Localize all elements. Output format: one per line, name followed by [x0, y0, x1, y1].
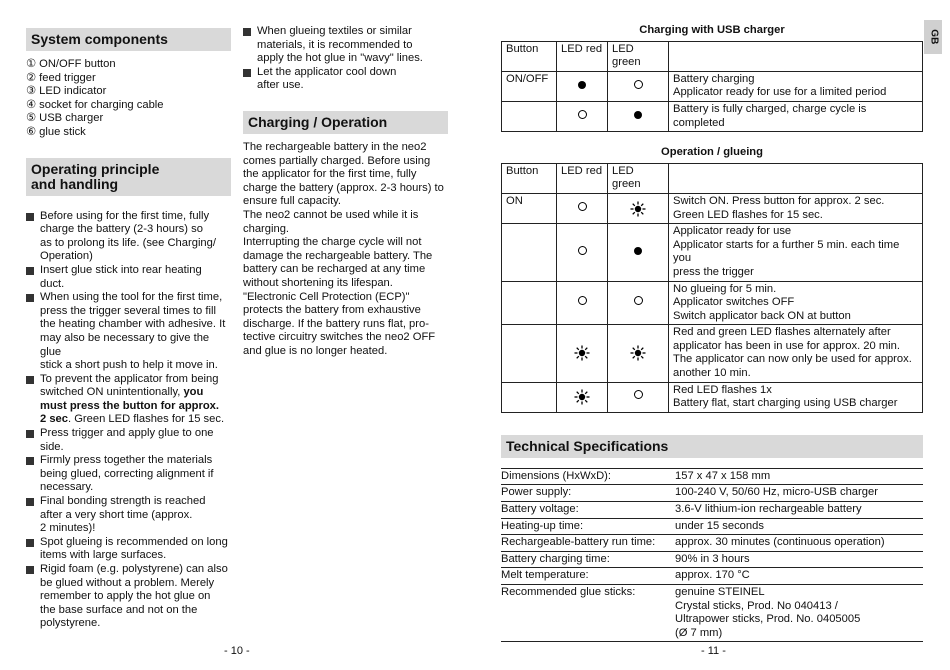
spec-row: [501, 568, 923, 585]
spec-row: [501, 519, 923, 536]
led-off-icon: [578, 110, 587, 119]
col-button: Button: [502, 163, 557, 193]
text-line: protects the battery from exhaustive: [243, 304, 421, 317]
bullet-line: Firmly press together the materials: [40, 454, 213, 467]
led-red-cell: [557, 193, 608, 223]
text-line: damage the rechargeable battery. The: [243, 249, 433, 262]
bullet-line: [40, 400, 231, 414]
spec-key: Heating-up time:: [501, 519, 584, 532]
spec-value: 90% in 3 hours: [675, 552, 750, 565]
component-item: ④ socket for charging cable: [26, 98, 164, 111]
bullet-line: side.: [40, 440, 64, 453]
table-row: [502, 224, 923, 281]
text-span: switched ON unintentionally,: [40, 386, 184, 399]
bullet-line: 2 minutes)!: [40, 522, 96, 535]
led-red-cell: [557, 325, 608, 382]
bullet-line: the heating chamber with adhesive. It: [40, 318, 226, 331]
text-line: Interrupting the charge cycle will not: [243, 236, 422, 249]
desc-line: Battery charging: [673, 72, 755, 85]
text-line: "Electronic Cell Protection (ECP)": [243, 290, 410, 303]
bullet-item: [26, 563, 231, 631]
heading-line: Operating principle: [31, 160, 160, 177]
spec-value-line: (Ø 7 mm): [675, 626, 723, 639]
table-header-row: [502, 41, 923, 71]
led-green-cell: [608, 281, 669, 325]
bullet-line: remember to apply the hot glue on: [40, 590, 211, 603]
text-line: The neo2 cannot be used while it is: [243, 208, 419, 221]
led-flashing-icon: [630, 201, 646, 217]
led-red-cell: [557, 382, 608, 412]
button-cell: [502, 101, 557, 131]
bullet-line: charge the battery (2-3 hours) so: [40, 223, 203, 236]
led-off-icon: [578, 246, 587, 255]
bullet-line: materials, it is recommended to: [257, 38, 413, 51]
led-flashing-icon: [630, 345, 646, 361]
bullet-item: [26, 291, 231, 373]
bullet-line: Before using for the first time, fully: [40, 209, 210, 222]
operating-bullets: [26, 210, 231, 631]
led-off-icon: [578, 202, 587, 211]
desc-line: press the trigger: [673, 265, 754, 278]
description-cell: [669, 101, 923, 131]
spec-row: [501, 485, 923, 502]
bullet-line: Final bonding strength is reached: [40, 495, 206, 508]
spec-value-line: genuine STEINEL: [675, 586, 765, 598]
led-on-icon: [634, 247, 642, 255]
bullet-line: after a very short time (approx.: [40, 508, 193, 521]
description-cell: [669, 382, 923, 412]
usb-table-title: Charging with USB charger: [639, 24, 785, 36]
description-cell: [669, 325, 923, 382]
bullet-item: [26, 264, 231, 291]
bullet-item: [26, 427, 231, 454]
text-line: battery can be recharged at any time: [243, 263, 426, 276]
description-cell: [669, 281, 923, 325]
bullet-line: necessary.: [40, 481, 94, 494]
bullet-line: duct.: [40, 277, 65, 290]
desc-line: No glueing for 5 min.: [673, 282, 777, 295]
bullet-line: Operation): [40, 250, 93, 263]
description-cell: [669, 193, 923, 223]
desc-line: Battery is fully charged, charge cycle is completed: [673, 102, 867, 129]
desc-line: Red and green LED flashes alternately after: [673, 326, 891, 339]
spec-value: approx. 170 °C: [675, 569, 750, 582]
bullet-line: press the trigger several times to fill: [40, 304, 216, 317]
bullet-item: [26, 495, 231, 536]
bullet-item: [243, 66, 448, 93]
text-span: . Green LED flashes for 15 sec.: [68, 413, 225, 426]
spec-key: Power supply:: [501, 486, 572, 499]
desc-line: Applicator switches OFF: [673, 296, 795, 309]
spec-row: [501, 469, 923, 486]
led-green-cell: [608, 193, 669, 223]
led-green-cell: [608, 382, 669, 412]
text-line: The rechargeable battery in the neo2: [243, 140, 427, 153]
table-row: [502, 325, 923, 382]
description-cell: [669, 71, 923, 101]
desc-line: Applicator starts for a further 5 min. each time you: [673, 238, 900, 265]
desc-line: Battery flat, start charging using USB charger: [673, 397, 898, 410]
led-red-cell: [557, 281, 608, 325]
bullet-line: items with large surfaces.: [40, 549, 167, 562]
spec-row: [501, 552, 923, 569]
bullet-line: being glued, correcting alignment if: [40, 467, 214, 480]
bullet-line: the base surface and not on the: [40, 603, 198, 616]
spec-row: [501, 502, 923, 519]
bullet-item: [26, 454, 231, 495]
table-row: [502, 101, 923, 131]
text-line: tective circuitry switches the neo2 OFF: [243, 331, 436, 344]
bullet-line: Press trigger and apply glue to one: [40, 427, 214, 440]
led-flashing-icon: [574, 389, 590, 405]
bullet-line: Rigid foam (e.g. polystyrene) can also: [40, 563, 228, 575]
component-item: ⑥ glue stick: [26, 125, 86, 138]
button-cell: ON: [502, 193, 557, 223]
table-row: [502, 71, 923, 101]
language-tab: [924, 20, 942, 54]
extra-bullets: [243, 25, 448, 93]
right-column: [501, 0, 923, 642]
spec-value-line: Crystal sticks, Prod. No 040413 /: [675, 599, 838, 612]
component-item: ③ LED indicator: [26, 85, 107, 98]
text-line: discharge. If the battery runs flat, pro-: [243, 317, 429, 330]
component-item: ⑤ USB charger: [26, 112, 104, 125]
tech-specs-heading: Technical Specifications: [501, 435, 923, 458]
operating-principle-heading: [26, 158, 231, 196]
desc-line: Green LED flashes for 15 sec.: [673, 208, 823, 221]
system-components-heading: System components: [26, 28, 231, 51]
spec-value: under 15 seconds: [675, 519, 764, 532]
desc-line: Red LED flashes 1x: [673, 383, 772, 396]
button-cell: [502, 281, 557, 325]
description-cell: [669, 224, 923, 281]
desc-line: applicator has been in use for approx. 20 min.: [673, 339, 900, 352]
spec-value: 157 x 47 x 158 mm: [675, 469, 771, 482]
spec-row: [501, 585, 923, 642]
spec-row: [501, 535, 923, 552]
bullet-item: [26, 536, 231, 563]
desc-line: The applicator can now only be used for approx.: [673, 353, 912, 366]
desc-line: Applicator ready for use for a limited period: [673, 86, 887, 99]
text-line: charge the battery (approx. 2-3 hours) to: [243, 181, 444, 194]
led-green-cell: [608, 101, 669, 131]
table-row: [502, 193, 923, 223]
bullet-line: be glued without a problem. Merely: [40, 576, 215, 589]
spec-value: approx. 30 minutes (continuous operation): [675, 536, 885, 549]
left-column: [26, 0, 231, 631]
bullet-line: [40, 413, 231, 427]
usb-charging-table: [501, 41, 923, 133]
led-red-cell: [557, 101, 608, 131]
bullet-item: [243, 25, 448, 66]
bullet-line: after use.: [257, 79, 304, 92]
button-cell: [502, 382, 557, 412]
bullet-line: When using the tool for the first time,: [40, 291, 223, 304]
bullet-line: [40, 386, 231, 400]
middle-column: [243, 0, 448, 358]
col-description: [669, 41, 923, 71]
page-number-left: - 10 -: [224, 645, 250, 657]
button-cell: ON/OFF: [502, 71, 557, 101]
col-led-red: LED red: [557, 163, 608, 193]
spec-key: Dimensions (HxWxD):: [501, 469, 612, 482]
spec-value: [675, 585, 923, 641]
component-item: ① ON/OFF button: [26, 58, 116, 70]
tech-specs-list: [501, 468, 923, 643]
charging-text: [243, 141, 448, 359]
text-line: comes partially charged. Before using: [243, 154, 431, 167]
bold-text: you: [183, 386, 204, 399]
col-led-green: LED green: [608, 163, 669, 193]
bullet-line: Spot glueing is recommended on long: [40, 535, 228, 548]
spec-value-line: Ultrapower sticks, Prod. No. 0405005: [675, 613, 861, 626]
bullet-line: polystyrene.: [40, 617, 101, 630]
bullet-line: as to prolong its life. (see Charging/: [40, 236, 216, 249]
bullet-line: Let the applicator cool down: [257, 65, 397, 78]
bullet-line: When glueing textiles or similar: [257, 25, 412, 37]
desc-line: another 10 min.: [673, 367, 751, 380]
glueing-table: [501, 163, 923, 413]
led-green-cell: [608, 325, 669, 382]
bold-text: must press the button for approx.: [40, 399, 220, 412]
component-item: ② feed trigger: [26, 71, 96, 84]
led-green-cell: [608, 71, 669, 101]
spec-key: Battery voltage:: [501, 503, 579, 516]
page-number-right: - 11 -: [701, 645, 726, 657]
language-tab-label: GB: [927, 29, 939, 45]
desc-line: Applicator ready for use: [673, 225, 792, 238]
bullet-line: stick a short push to help it move in.: [40, 359, 218, 372]
led-off-icon: [634, 80, 643, 89]
text-line: charging.: [243, 222, 290, 235]
spec-key: Melt temperature:: [501, 569, 589, 582]
heading-line: and handling: [31, 175, 119, 192]
led-off-icon: [578, 296, 587, 305]
col-button: Button: [502, 41, 557, 71]
led-red-cell: [557, 71, 608, 101]
spec-key: Battery charging time:: [501, 552, 610, 565]
bullet-line: To prevent the applicator from being: [40, 372, 219, 385]
bullet-line: Insert glue stick into rear heating: [40, 263, 202, 276]
led-on-icon: [578, 81, 586, 89]
spec-value: 100-240 V, 50/60 Hz, micro-USB charger: [675, 486, 878, 499]
text-line: ensure full capacity.: [243, 195, 342, 208]
led-green-cell: [608, 224, 669, 281]
led-off-icon: [634, 390, 643, 399]
desc-line: Switch applicator back ON at button: [673, 309, 851, 322]
col-description: [669, 163, 923, 193]
text-line: and glue is no longer heated.: [243, 344, 388, 357]
bullet-item-prevent-switch-on: [26, 373, 231, 427]
desc-line: Switch ON. Press button for approx. 2 sec.: [673, 194, 885, 207]
bullet-item: [26, 210, 231, 264]
bullet-line: apply the hot glue in "wavy" lines.: [257, 52, 423, 65]
glue-table-title: Operation / glueing: [661, 146, 763, 159]
table-row: [502, 382, 923, 412]
bullet-line: may also be necessary to give the glue: [40, 331, 210, 358]
led-flashing-icon: [574, 345, 590, 361]
button-cell: [502, 224, 557, 281]
col-led-red: LED red: [557, 41, 608, 71]
text-line: the applicator for the first time, fully: [243, 168, 417, 181]
spec-value: 3.6-V lithium-ion rechargeable battery: [675, 503, 862, 516]
led-off-icon: [634, 296, 643, 305]
led-on-icon: [634, 111, 642, 119]
col-led-green: LED green: [608, 41, 669, 71]
spec-key: Recommended glue sticks:: [501, 586, 636, 598]
spec-key: Rechargeable-battery run time:: [501, 536, 656, 549]
charging-heading: Charging / Operation: [243, 111, 448, 134]
bold-text: 2 sec: [40, 413, 68, 426]
text-line: without shortening its lifespan.: [243, 276, 393, 289]
table-row: [502, 281, 923, 325]
led-red-cell: [557, 224, 608, 281]
table-header-row: [502, 163, 923, 193]
button-cell: [502, 325, 557, 382]
components-list: [26, 58, 231, 140]
